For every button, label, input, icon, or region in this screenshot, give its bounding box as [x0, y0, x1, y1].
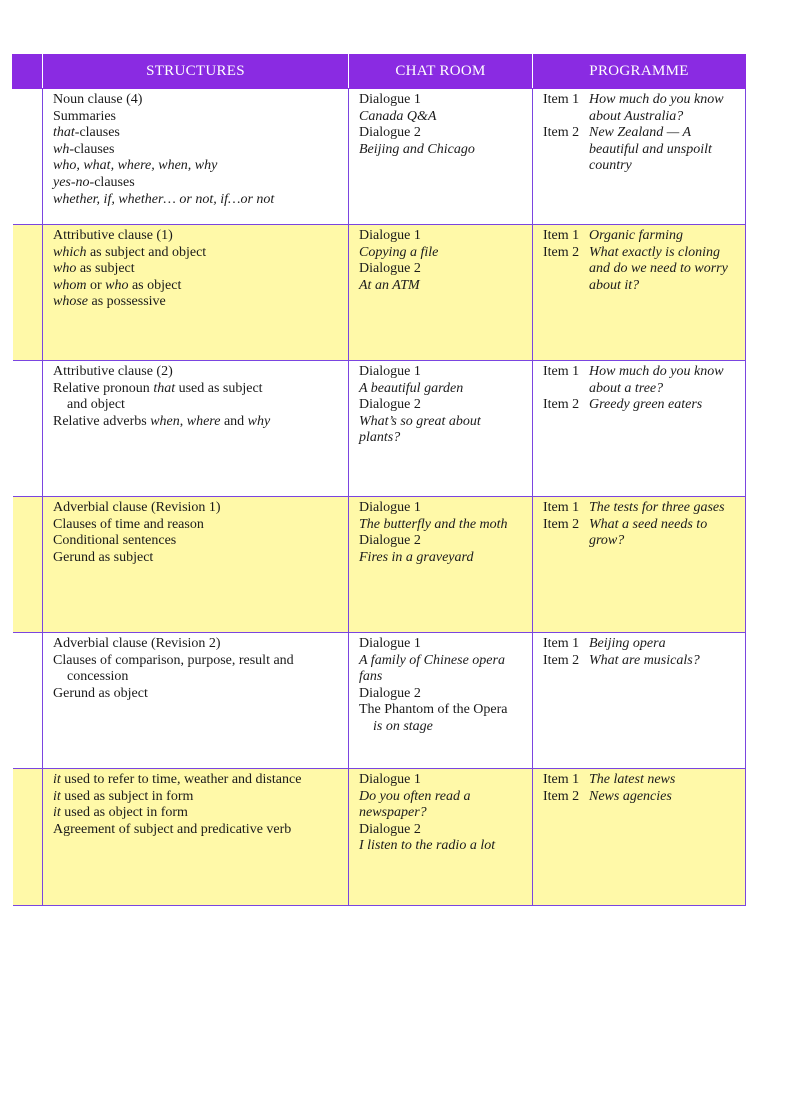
structure-line	[53, 192, 340, 209]
dialogue-1-title: A family of Chinese opera fans	[359, 652, 505, 685]
structure-text: ,	[179, 413, 187, 429]
programme-cell	[533, 497, 746, 633]
structure-line	[53, 92, 340, 109]
row-spacer	[13, 361, 43, 497]
header-programme: PROGRAMME	[533, 55, 746, 89]
structure-text: concession	[67, 669, 129, 685]
structure-text: Summaries	[53, 108, 116, 124]
structure-text: used as object in form	[60, 805, 188, 821]
structure-text: -clauses	[74, 125, 120, 141]
structure-text: -clauses	[69, 141, 115, 157]
chat-room-cell	[349, 633, 533, 769]
item-2-title: What a seed needs to grow?	[589, 516, 708, 549]
dialogue-1-title: The butterfly and the moth	[359, 516, 508, 532]
item-1-title: Organic farming	[589, 228, 683, 243]
structure-text: that	[53, 125, 75, 141]
structure-line	[53, 261, 340, 278]
structure-text: it	[53, 788, 61, 804]
dialogue-2-label: Dialogue 2	[359, 261, 421, 277]
programme-cell	[533, 361, 746, 497]
header-row	[13, 55, 746, 89]
chat-room-cell	[349, 497, 533, 633]
item-1-label: Item 1	[543, 92, 580, 107]
header-spacer	[13, 55, 43, 89]
structure-line	[53, 805, 340, 822]
item-1-title: The tests for three gases	[589, 500, 725, 515]
structure-line	[53, 294, 340, 311]
structure-line	[53, 228, 340, 245]
table-row	[13, 361, 746, 497]
structure-text: as object	[128, 277, 182, 293]
programme-cell	[533, 633, 746, 769]
structure-line	[53, 381, 340, 398]
structure-text: whether, if, whether… or not, if…or not	[53, 191, 275, 207]
dialogue-2-title-continued: is on stage	[373, 718, 433, 734]
dialogue-1-label: Dialogue 1	[359, 636, 421, 651]
item-2-label: Item 2	[543, 244, 580, 260]
structures-cell	[43, 225, 349, 361]
item-1-label: Item 1	[543, 228, 580, 243]
item-1-title: The latest news	[589, 772, 676, 787]
dialogue-2-title: Fires in a graveyard	[359, 549, 474, 565]
row-spacer	[13, 497, 43, 633]
dialogue-2-title: Beijing and Chicago	[359, 141, 475, 157]
structure-text: Noun clause (4)	[53, 92, 143, 107]
chat-room-cell	[349, 89, 533, 225]
structure-text: Attributive clause (1)	[53, 228, 173, 243]
structure-line	[53, 278, 340, 295]
dialogue-2-title: What’s so great about plants?	[359, 413, 481, 446]
structure-text: why	[247, 413, 271, 429]
structure-text: whose	[53, 294, 88, 310]
structure-text: and object	[67, 397, 125, 413]
table-row	[13, 89, 746, 225]
structure-text: -clauses	[89, 174, 135, 190]
structure-text: Attributive clause (2)	[53, 364, 173, 379]
structure-text: who	[53, 261, 77, 277]
dialogue-2-title: At an ATM	[359, 277, 420, 293]
header-structures: STRUCTURES	[43, 55, 349, 89]
structure-text: it	[53, 805, 61, 821]
table-row	[13, 225, 746, 361]
structure-text: Clauses of time and reason	[53, 516, 204, 532]
dialogue-2-label: Dialogue 2	[359, 685, 421, 701]
structure-line	[53, 125, 340, 142]
structure-line	[53, 109, 340, 126]
item-2-label: Item 2	[543, 788, 580, 804]
structures-cell	[43, 633, 349, 769]
chat-room-cell	[349, 769, 533, 906]
dialogue-1-label: Dialogue 1	[359, 772, 421, 787]
structure-line	[53, 686, 340, 703]
structure-text: Relative pronoun	[53, 380, 154, 396]
structure-text: it	[53, 772, 61, 787]
table-row	[13, 497, 746, 633]
structure-line	[53, 500, 340, 517]
structure-line	[53, 245, 340, 262]
structures-cell	[43, 497, 349, 633]
dialogue-2-label: Dialogue 2	[359, 397, 421, 413]
programme-cell	[533, 89, 746, 225]
row-spacer	[13, 769, 43, 906]
structure-text: used as subject in form	[60, 788, 194, 804]
item-2-label: Item 2	[543, 652, 580, 668]
item-2-title: What are musicals?	[589, 652, 700, 668]
structure-line	[53, 653, 340, 670]
item-2-title: Greedy green eaters	[589, 397, 703, 413]
item-2-title: New Zealand — A beautiful and unspoilt country	[589, 125, 712, 174]
structure-line	[53, 397, 340, 414]
item-1-title: Beijing opera	[589, 636, 666, 651]
item-1-title: How much do you know about a tree?	[589, 364, 724, 396]
programme-cell	[533, 769, 746, 906]
structure-line	[53, 636, 340, 653]
structure-text: Relative adverbs	[53, 413, 151, 429]
structure-text: used to refer to time, weather and distance	[60, 772, 302, 787]
dialogue-2-label: Dialogue 2	[359, 533, 421, 549]
syllabus-table	[12, 54, 746, 906]
row-spacer	[13, 633, 43, 769]
dialogue-2-label: Dialogue 2	[359, 125, 421, 141]
item-2-title: News agencies	[589, 788, 672, 804]
structure-text: that	[153, 380, 176, 396]
dialogue-2-title: The Phantom of the Opera	[359, 702, 508, 718]
dialogue-1-title: Canada Q&A	[359, 108, 437, 124]
row-spacer	[13, 225, 43, 361]
structure-line	[53, 158, 340, 175]
structure-text: who, what, where, when, why	[53, 158, 218, 174]
dialogue-1-title: Do you often read a newspaper?	[359, 788, 471, 821]
structure-text: Clauses of comparison, purpose, result and	[53, 652, 294, 668]
chat-room-cell	[349, 225, 533, 361]
dialogue-1-label: Dialogue 1	[359, 228, 421, 243]
item-2-label: Item 2	[543, 516, 580, 532]
dialogue-1-label: Dialogue 1	[359, 92, 421, 107]
chat-room-cell	[349, 361, 533, 497]
structure-text: Adverbial clause (Revision 2)	[53, 636, 221, 651]
structure-text: as subject	[76, 261, 135, 277]
item-2-label: Item 2	[543, 125, 580, 141]
dialogue-1-label: Dialogue 1	[359, 500, 421, 515]
structure-text: Gerund as subject	[53, 549, 154, 565]
row-spacer	[13, 89, 43, 225]
structures-cell	[43, 769, 349, 906]
item-2-title: What exactly is cloning and do we need to worry about it?	[589, 244, 728, 293]
item-1-title: How much do you know about Australia?	[589, 92, 724, 124]
structure-text: used as subject	[175, 380, 263, 396]
structure-line	[53, 364, 340, 381]
structures-cell	[43, 361, 349, 497]
structure-text: as subject and object	[86, 244, 207, 260]
dialogue-1-title: Copying a file	[359, 244, 439, 260]
programme-cell	[533, 225, 746, 361]
structure-text: where	[186, 413, 221, 429]
structure-line	[53, 175, 340, 192]
structure-text: when	[150, 413, 180, 429]
structure-text: Adverbial clause (Revision 1)	[53, 500, 221, 515]
item-1-label: Item 1	[543, 500, 580, 515]
structure-line	[53, 789, 340, 806]
structure-text: or	[86, 277, 106, 293]
structure-text: as possessive	[88, 294, 166, 310]
structure-text: who	[105, 277, 129, 293]
structure-line	[53, 822, 340, 839]
dialogue-1-label: Dialogue 1	[359, 364, 421, 379]
item-1-label: Item 1	[543, 636, 580, 651]
structure-line	[53, 533, 340, 550]
structure-line	[53, 550, 340, 567]
header-chat-room: CHAT ROOM	[349, 55, 533, 89]
item-1-label: Item 1	[543, 772, 580, 787]
structure-text: which	[53, 244, 87, 260]
structure-line	[53, 142, 340, 159]
table-row	[13, 633, 746, 769]
structure-line	[53, 414, 340, 431]
structure-text: wh	[53, 141, 70, 157]
structure-text: yes-no	[53, 174, 90, 190]
item-2-label: Item 2	[543, 397, 580, 413]
structure-text: and	[220, 413, 248, 429]
structures-cell	[43, 89, 349, 225]
structure-line	[53, 669, 340, 686]
dialogue-2-label: Dialogue 2	[359, 821, 421, 837]
structure-text: Conditional sentences	[53, 533, 177, 549]
dialogue-1-title: A beautiful garden	[359, 380, 464, 396]
item-1-label: Item 1	[543, 364, 580, 379]
dialogue-2-title: I listen to the radio a lot	[359, 838, 496, 854]
structure-text: Agreement of subject and predicative verb	[53, 821, 292, 837]
structure-line	[53, 517, 340, 534]
table-row	[13, 769, 746, 906]
structure-text: whom	[53, 277, 87, 293]
structure-text: Gerund as object	[53, 685, 148, 701]
structure-line	[53, 772, 340, 789]
